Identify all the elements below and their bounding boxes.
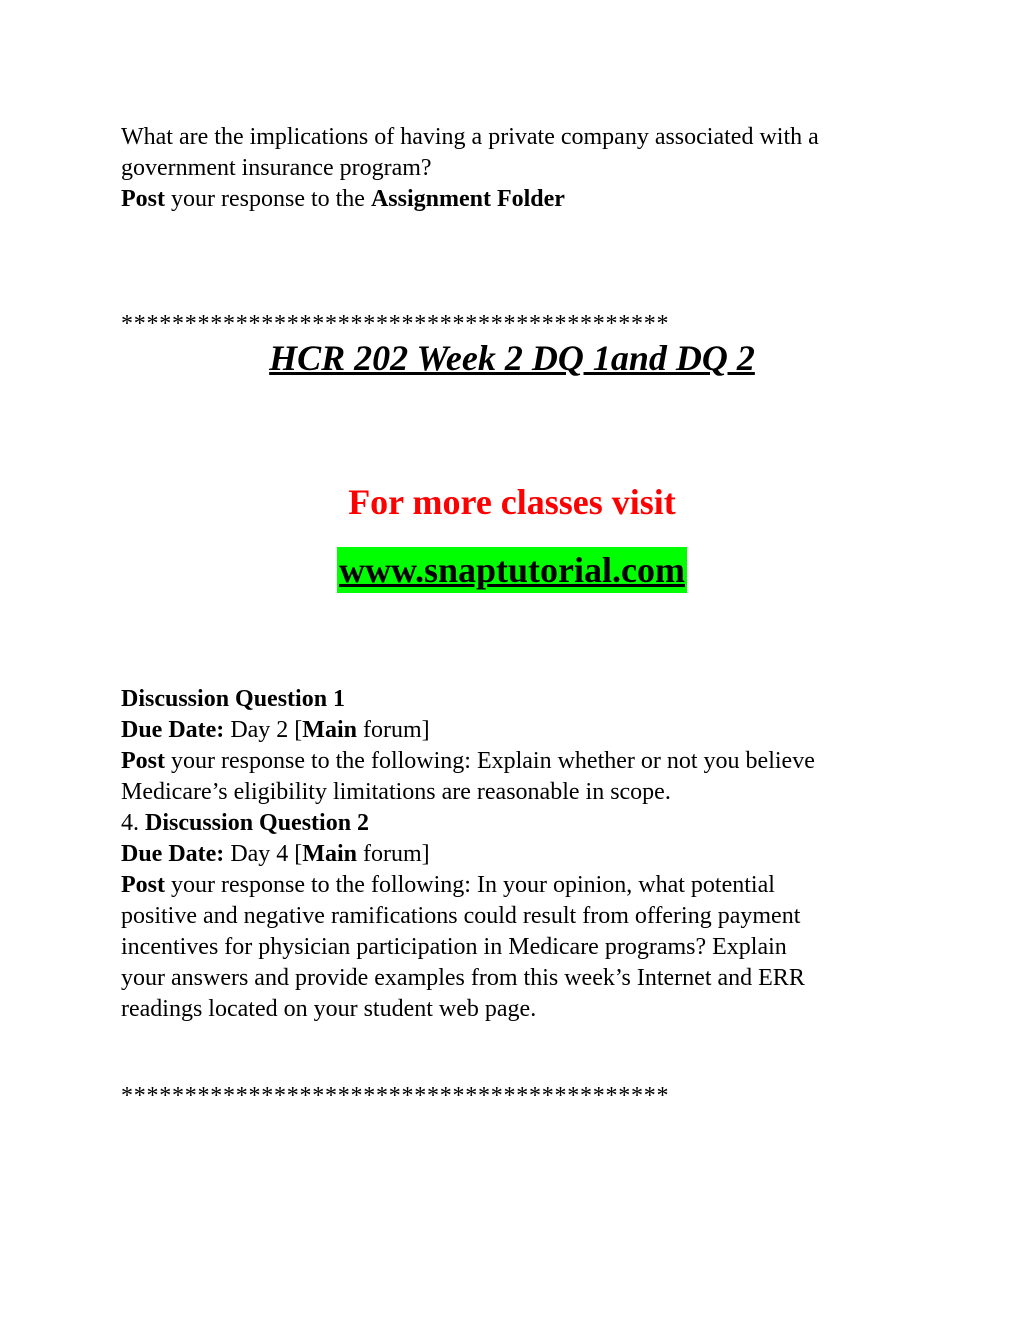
dq2-text-cont-2: incentives for physician participation in Medicare programs? Explain (121, 934, 787, 960)
dq1-post-label: Post (121, 748, 165, 774)
dq2-post-label: Post (121, 872, 165, 898)
dq2-text-cont-3: your answers and provide examples from this week’s Internet and ERR (121, 965, 805, 991)
website-container (0, 547, 1024, 593)
dq2-post-line-4 (121, 963, 805, 994)
dq2-text-cont-4: readings located on your student web page. (121, 996, 537, 1022)
promo-text: For more classes visit (348, 482, 676, 522)
dq1-heading-text: Discussion Question 1 (121, 686, 346, 712)
dq2-heading-text: Discussion Question 2 (145, 810, 370, 836)
intro-line-1 (121, 122, 819, 153)
dq2-due-day: Day 4 [ (224, 841, 303, 867)
intro-question-text: What are the implications of having a private company associated with a (121, 124, 819, 150)
post-label: Post (121, 186, 165, 212)
dq2-forum-name: Main (302, 841, 357, 867)
dq1-forum-name: Main (302, 717, 357, 743)
dq2-text: your response to the following: In your opinion, what potential (165, 872, 775, 898)
website-link[interactable]: www.snaptutorial.com (337, 547, 687, 593)
dq1-forum-suffix: forum] (356, 717, 430, 743)
assignment-folder-label: Assignment Folder (370, 186, 565, 212)
dq1-due-day: Day 2 [ (224, 717, 303, 743)
dq2-post-line-3 (121, 932, 787, 963)
dq2-number: 4. (121, 810, 145, 836)
dq2-due-date (121, 839, 430, 870)
dq1-text-cont: Medicare’s eligibility limitations are reasonable in scope. (121, 779, 671, 805)
intro-question-text-cont: government insurance program? (121, 155, 432, 181)
separator-top: ******************************************* (121, 311, 670, 337)
separator-bottom: ******************************************* (121, 1083, 670, 1109)
dq1-heading (121, 684, 345, 715)
dq2-post-line-5 (121, 994, 536, 1025)
page-title: HCR 202 Week 2 DQ 1and DQ 2 (269, 338, 755, 378)
dq2-post-line-1 (121, 870, 775, 901)
dq2-forum-suffix: forum] (356, 841, 430, 867)
dq1-due-label: Due Date: (121, 717, 225, 743)
dq2-post-line-2 (121, 901, 800, 932)
dq1-text: your response to the following: Explain whether or not you believe (165, 748, 815, 774)
dq2-due-label: Due Date: (121, 841, 225, 867)
intro-line-2 (121, 153, 432, 184)
dq2-text-cont-1: positive and negative ramifications could result from offering payment (121, 903, 801, 929)
intro-post-line (121, 184, 565, 215)
dq2-heading (121, 808, 369, 839)
post-text: your response to the (165, 186, 371, 212)
dq1-due-date (121, 715, 430, 746)
dq1-post-line-1 (121, 746, 815, 777)
dq1-post-line-2 (121, 777, 671, 808)
